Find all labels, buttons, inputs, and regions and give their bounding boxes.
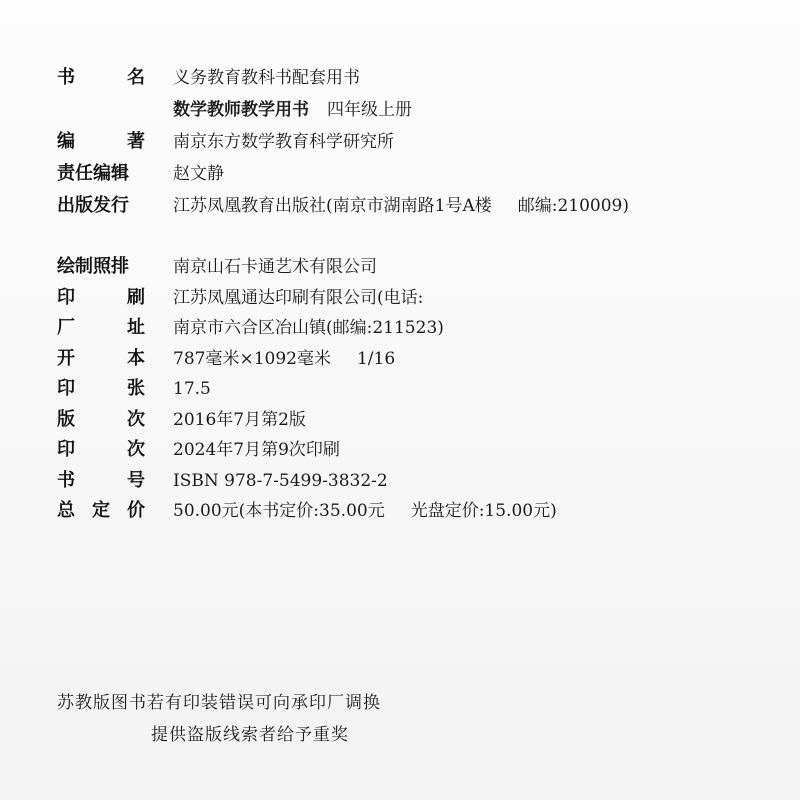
info-label [57, 313, 157, 339]
info-label-char: 印 [57, 378, 75, 399]
info-row [57, 95, 629, 127]
info-value-main: 义务教育教科书配套用书 [173, 68, 360, 88]
info-row [57, 374, 557, 405]
info-label [57, 283, 157, 309]
info-value [173, 471, 388, 491]
info-value-main: 江苏凤凰通达印刷有限公司(电话: [173, 287, 424, 308]
production-info-block [57, 252, 557, 527]
footer-notice [57, 688, 381, 752]
info-label-char: 号 [127, 469, 145, 491]
info-label [57, 191, 157, 217]
info-label-char: 本 [127, 347, 145, 369]
info-label-char: 开 [57, 347, 75, 369]
info-label-char: 印 [57, 439, 75, 460]
info-row [57, 313, 557, 344]
info-row [57, 283, 557, 314]
info-value-main: 南京东方数学教育科学研究所 [173, 132, 394, 152]
info-label-char: 责任编辑 [57, 163, 129, 184]
info-value-main: 50.00元(本书定价:35.00元 [173, 501, 385, 521]
info-value-main: 17.5 [173, 379, 211, 399]
info-label-char: 编 [57, 131, 75, 152]
info-value [173, 127, 394, 152]
info-label [57, 252, 157, 278]
info-label-char: 书 [57, 67, 75, 88]
info-label [57, 159, 157, 185]
info-label-char: 名 [127, 67, 145, 88]
info-value-sub: 四年级上册 [327, 100, 412, 120]
info-value-main: ISBN 978-7-5499-3832-2 [173, 470, 388, 491]
info-label-char: 厂 [57, 317, 75, 338]
info-value [173, 283, 423, 308]
info-label-char: 次 [127, 439, 145, 460]
info-row [57, 127, 629, 159]
info-value-sub: 邮编:210009) [517, 196, 629, 216]
info-label [57, 344, 157, 370]
info-value-sub: 光盘定价:15.00元) [410, 501, 557, 521]
info-label [57, 374, 157, 400]
info-value-main: 2024年7月第9次印刷 [173, 440, 340, 460]
info-value-sub: 1/16 [356, 348, 396, 369]
info-label-char: 印 [57, 286, 75, 308]
info-value [173, 159, 224, 184]
info-label-char: 刷 [127, 286, 145, 308]
info-label [57, 435, 157, 461]
info-value [173, 95, 412, 120]
info-value [173, 405, 306, 430]
info-label [57, 405, 157, 431]
info-row [57, 405, 557, 436]
footer-line-2: 提供盗版线索者给予重奖 [151, 725, 349, 745]
info-label-char: 址 [127, 317, 145, 338]
info-label [57, 466, 157, 492]
info-value-main: 南京市六合区冶山镇(邮编:211523) [173, 318, 444, 338]
footer-line-1: 苏教版图书若有印装错误可向承印厂调换 [57, 693, 381, 713]
info-value [173, 252, 377, 277]
info-label-char: 书 [57, 469, 75, 491]
info-value [173, 313, 444, 338]
info-label-char: 版 [57, 408, 75, 430]
info-row [57, 435, 557, 466]
info-value [173, 379, 211, 399]
info-label-char: 著 [127, 131, 145, 152]
info-row [57, 466, 557, 497]
info-value-main: 787毫米×1092毫米 [173, 348, 331, 369]
info-row [57, 191, 629, 223]
info-value [173, 496, 557, 521]
info-label-char: 总 [57, 500, 75, 521]
info-label-char: 张 [127, 378, 145, 399]
info-value-main: 2016年7月第2版 [173, 409, 306, 430]
info-row [57, 496, 557, 527]
info-row [57, 252, 557, 283]
info-label-char: 定 [92, 500, 110, 521]
info-label [57, 496, 157, 522]
info-label-char: 次 [127, 408, 145, 430]
info-value-main: 赵文静 [173, 164, 224, 184]
info-label [57, 63, 157, 89]
info-value [173, 344, 395, 369]
info-value [173, 63, 360, 88]
info-value [173, 191, 629, 216]
info-label-char: 出版发行 [57, 195, 129, 216]
info-row [57, 63, 629, 95]
info-label-char: 绘制照排 [57, 256, 129, 277]
publication-info-block [57, 63, 629, 223]
info-label-char: 价 [127, 500, 145, 521]
info-value-main: 数学教师教学用书 [173, 100, 309, 120]
info-value-main: 南京山石卡通艺术有限公司 [173, 257, 377, 277]
info-value [173, 435, 340, 460]
info-row [57, 159, 629, 191]
info-row [57, 344, 557, 375]
info-value-main: 江苏凤凰教育出版社(南京市湖南路1号A楼 [173, 196, 492, 216]
info-label [57, 127, 157, 153]
